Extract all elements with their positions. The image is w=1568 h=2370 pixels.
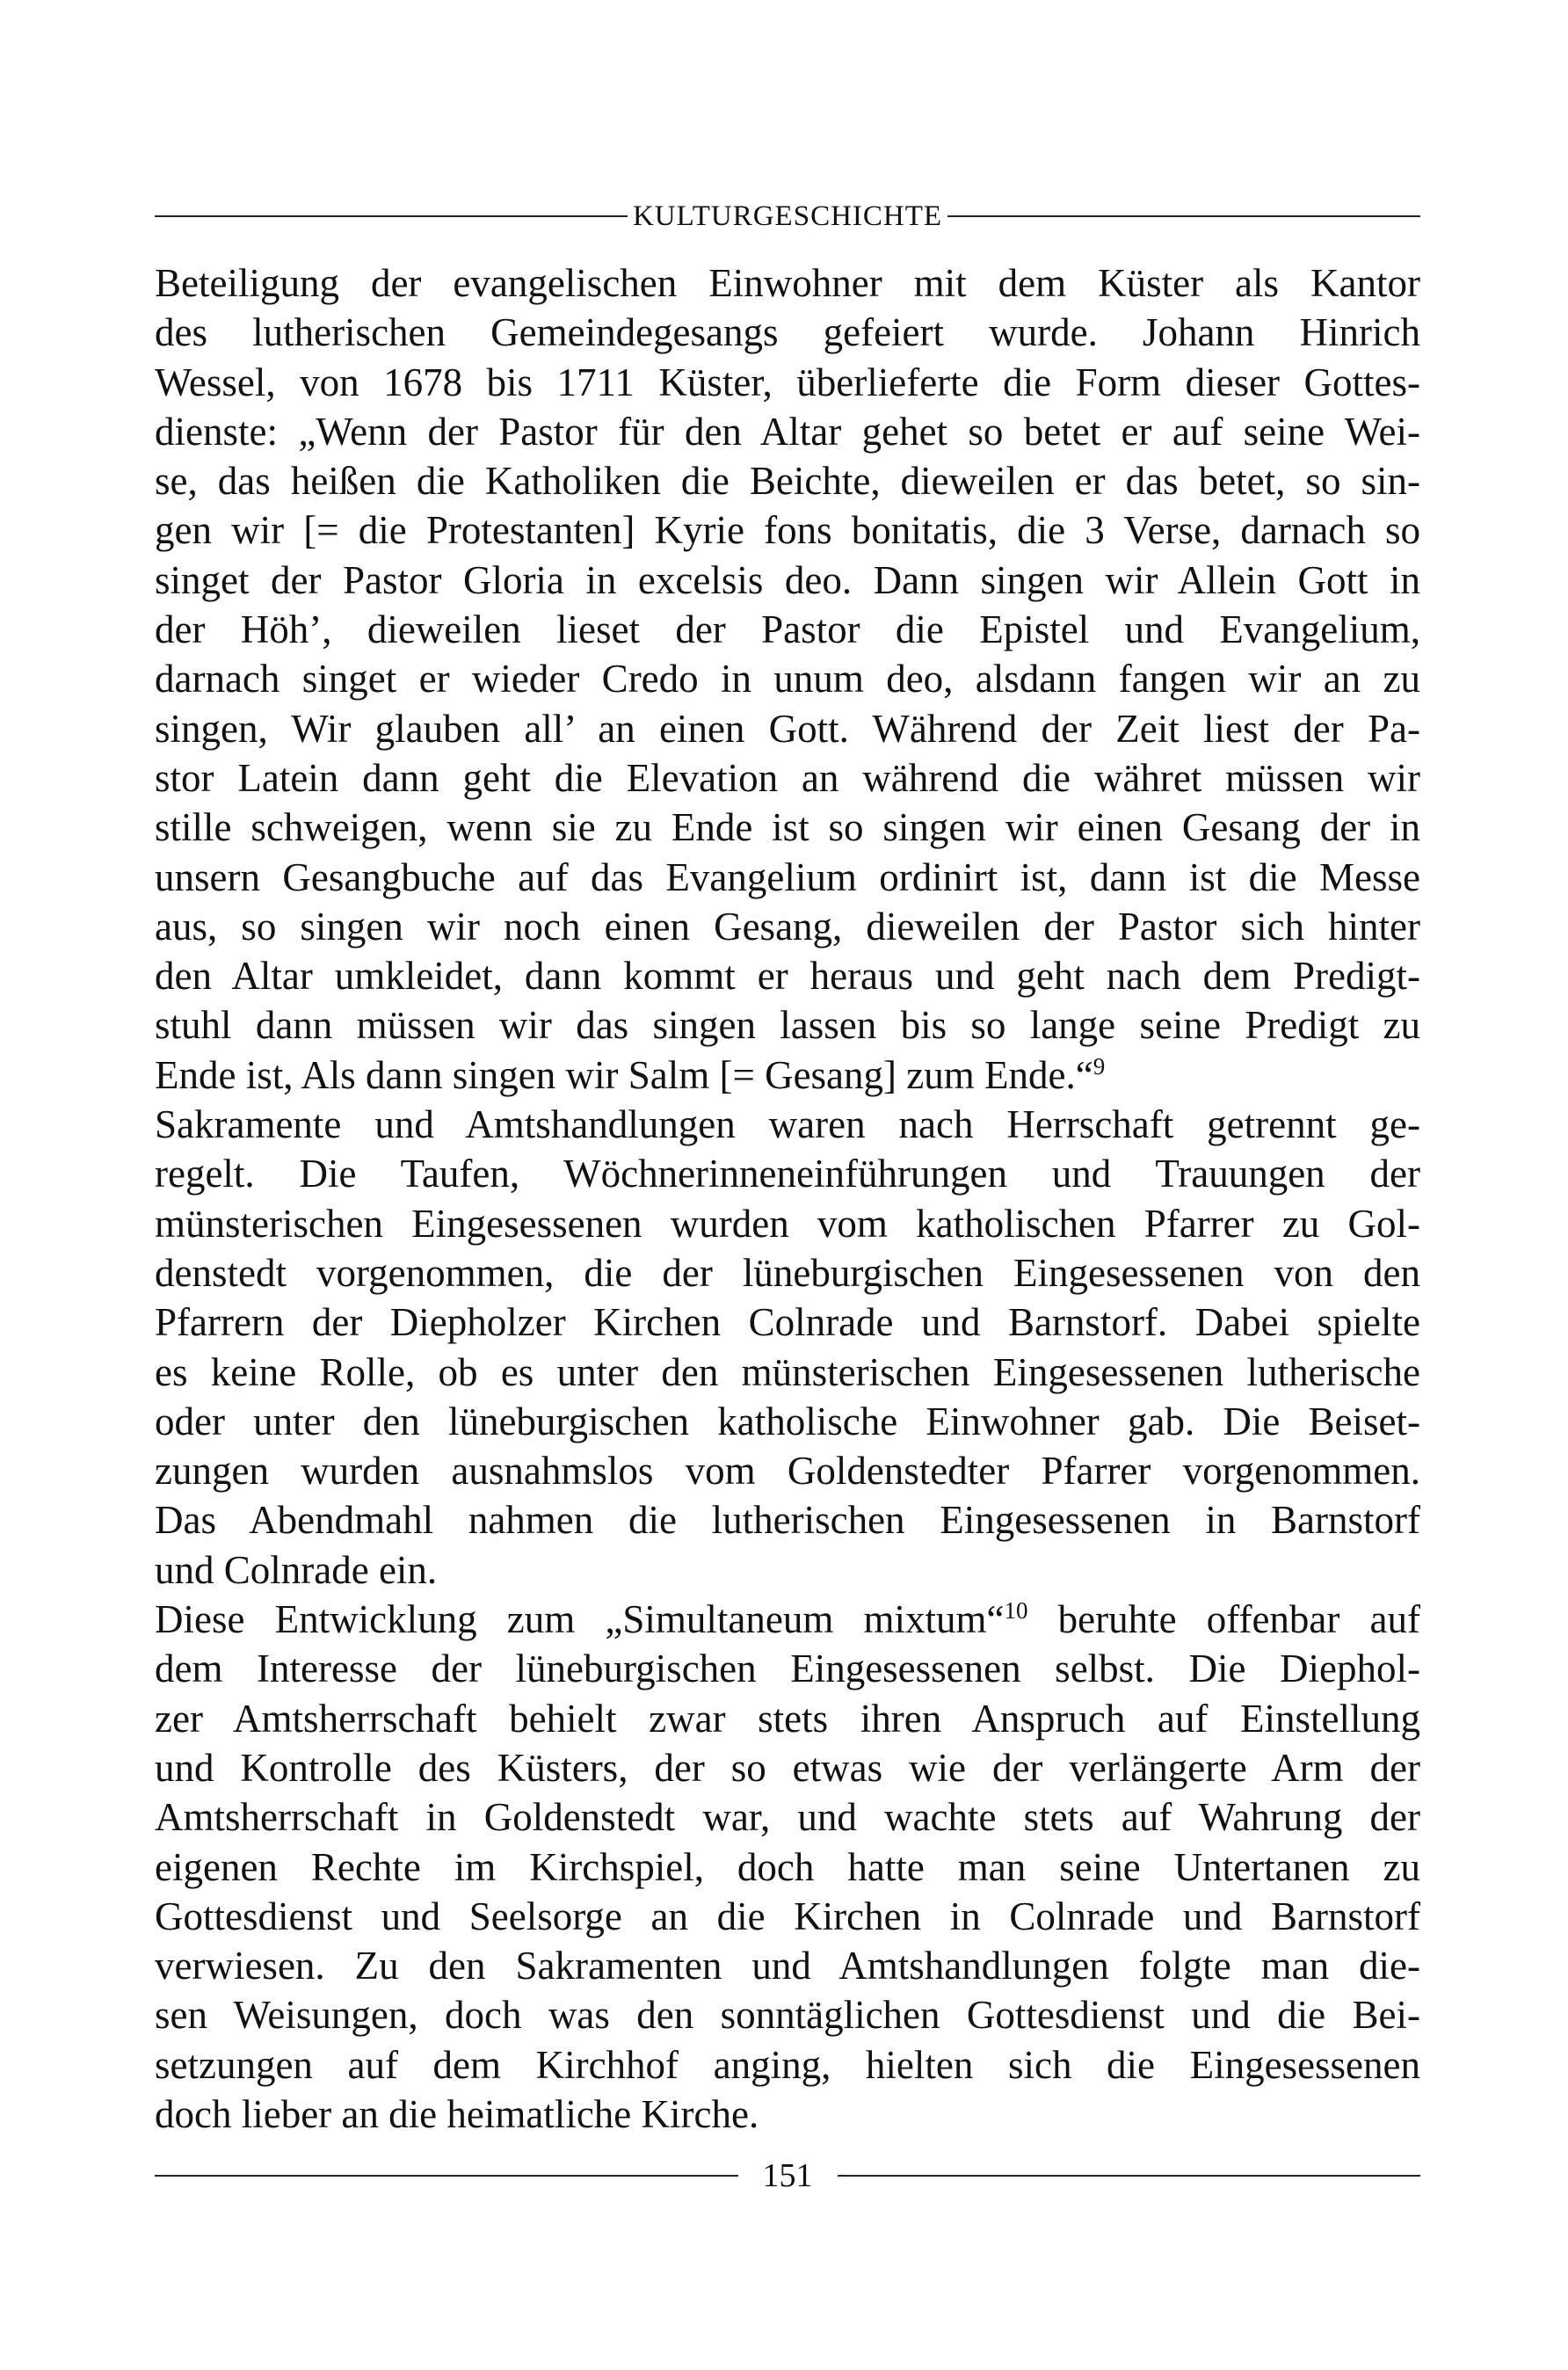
text-line: dem Interesse der lüneburgischen Eingesessenen selbst. Die Diephol- — [155, 1647, 1420, 1691]
text-line: unsern Gesangbuche auf das Evangelium ordinirt ist, dann ist die Messe — [155, 854, 1420, 899]
text-line-last: und Colnrade ein. — [155, 1547, 438, 1592]
text-line-first-before: Diese Entwicklung zum „Simultaneum mixtum“ — [155, 1597, 1005, 1642]
text-line: singen, Wir glauben all’ an einen Gott. Während der Zeit liest der Pa- — [155, 706, 1420, 751]
text-line: Beteiligung der evangelischen Einwohner mit dem Küster als Kantor — [155, 261, 1420, 305]
text-line: eigenen Rechte im Kirchspiel, doch hatte man seine Untertanen zu — [155, 1844, 1420, 1889]
paragraph-3 — [155, 1595, 1420, 2139]
text-line: es keine Rolle, ob es unter den münsterischen Eingesessenen lutherische — [155, 1349, 1420, 1394]
text-line: se, das heißen die Katholiken die Beichte, dieweilen er das betet, so sin- — [155, 459, 1420, 504]
text-line: oder unter den lüneburgischen katholische Einwohner gab. Die Beiset- — [155, 1399, 1420, 1443]
text-line: und Kontrolle des Küsters, der so etwas wie der verlängerte Arm der — [155, 1745, 1420, 1790]
text-line: dienste: „Wenn der Pastor für den Altar gehet so betet er auf seine Wei- — [155, 409, 1420, 454]
text-line-first-after: beruhte offenbar auf — [1027, 1597, 1420, 1642]
page-number: 151 — [762, 2157, 813, 2194]
running-head-title: KULTURGESCHICHTE — [632, 200, 943, 232]
text-line: Pfarrern der Diepholzer Kirchen Colnrade und Barnstorf. Dabei spielte — [155, 1300, 1420, 1345]
text-line: zungen wurden ausnahmslos vom Goldenstedter Pfarrer vorgenommen. — [155, 1449, 1420, 1494]
text-line-last: doch lieber an die heimatliche Kirche. — [155, 2091, 759, 2136]
running-head — [155, 199, 1420, 234]
text-line: verwiesen. Zu den Sakramenten und Amtshandlungen folgte man die- — [155, 1944, 1420, 1988]
running-head-rule-left — [155, 215, 628, 217]
text-line: Das Abendmahl nahmen die lutherischen Eingesessenen in Barnstorf — [155, 1498, 1420, 1543]
text-line: singet der Pastor Gloria in excelsis deo. Dann singen wir Allein Gott in — [155, 557, 1420, 602]
text-line: stor Latein dann geht die Elevation an während die währet müssen wir — [155, 755, 1420, 800]
text-line: Sakramente und Amtshandlungen waren nach Herrschaft getrennt ge- — [155, 1102, 1420, 1147]
footer-rule-right — [838, 2175, 1421, 2177]
text-line: zer Amtsherrschaft behielt zwar stets ihren Anspruch auf Einstellung — [155, 1696, 1420, 1741]
paragraph-1 — [155, 258, 1420, 1100]
text-line: den Altar umkleidet, dann kommt er heraus und geht nach dem Predigt- — [155, 954, 1420, 999]
footer-rule-left — [155, 2175, 738, 2177]
footnote-ref-10: 10 — [1004, 1597, 1028, 1625]
text-line-last — [155, 1051, 1420, 1100]
page-body — [155, 258, 1420, 2148]
text-line: stuhl dann müssen wir das singen lassen bis so lange seine Predigt zu — [155, 1003, 1420, 1048]
text-line: Wessel, von 1678 bis 1711 Küster, überlieferte die Form dieser Gottes- — [155, 360, 1420, 404]
paragraph-2 — [155, 1100, 1420, 1595]
text-line: Gottesdienst und Seelsorge an die Kirchen in Colnrade und Barnstorf — [155, 1894, 1420, 1938]
text-line: setzungen auf dem Kirchhof anging, hielten sich die Eingesessenen — [155, 2042, 1420, 2087]
text-line: aus, so singen wir noch einen Gesang, dieweilen der Pastor sich hinter — [155, 904, 1420, 949]
text-line: darnach singet er wieder Credo in unum deo, alsdann fangen wir an zu — [155, 657, 1420, 702]
text-line: gen wir [= die Protestanten] Kyrie fons bonitatis, die 3 Verse, darnach so — [155, 508, 1420, 553]
text-line: münsterischen Eingesessenen wurden vom katholischen Pfarrer zu Gol- — [155, 1201, 1420, 1246]
text-line: Amtsherrschaft in Goldenstedt war, und wachte stets auf Wahrung der — [155, 1795, 1420, 1840]
text-line: sen Weisungen, doch was den sonntäglichen Gottesdienst und die Bei- — [155, 1993, 1420, 2038]
text-line: des lutherischen Gemeindegesangs gefeiert wurde. Johann Hinrich — [155, 310, 1420, 355]
text-line-first — [155, 1595, 1420, 1644]
running-head-rule-right — [947, 215, 1420, 217]
text-line: denstedt vorgenommen, die der lüneburgischen Eingesessenen von den — [155, 1250, 1420, 1295]
text-line: regelt. Die Taufen, Wöchnerinneneinführungen und Trauungen der — [155, 1152, 1420, 1196]
text-line: der Höh’, dieweilen lieset der Pastor die Epistel und Evangelium, — [155, 607, 1420, 652]
footnote-ref-9: 9 — [1093, 1052, 1106, 1080]
text-line: stille schweigen, wenn sie zu Ende ist so singen wir einen Gesang der in — [155, 805, 1420, 850]
page-footer — [155, 2156, 1420, 2196]
text-line-last-text: Ende ist, Als dann singen wir Salm [= Gesang] zum Ende.“ — [155, 1052, 1093, 1097]
